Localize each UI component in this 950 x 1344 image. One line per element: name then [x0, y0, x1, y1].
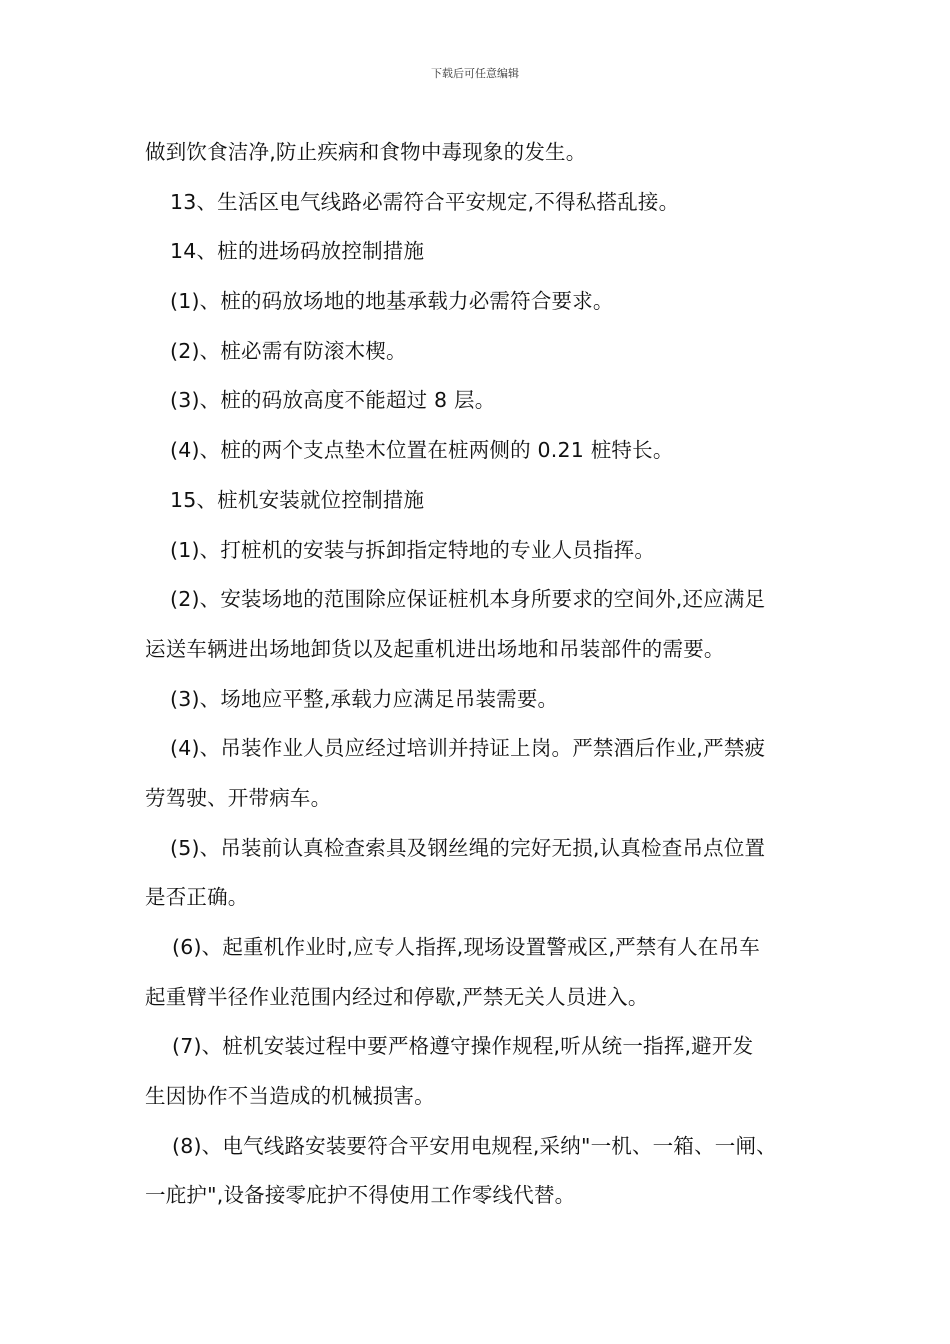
paragraph-line: 13、生活区电气线路必需符合平安规定,不得私搭乱接。 — [170, 189, 680, 214]
list-item-continuation: 一庇护",设备接零庇护不得使用工作零线代替。 — [145, 1183, 576, 1208]
list-item: (7)、桩机安装过程中要严格遵守操作规程,听从统一指挥,避开发 — [172, 1034, 754, 1059]
section-heading: 14、桩的进场码放控制措施 — [170, 239, 425, 264]
list-item: (3)、桩的码放高度不能超过 8 层。 — [170, 388, 496, 413]
document-body — [145, 128, 825, 1221]
list-item-continuation: 起重臂半径作业范围内经过和停歇,严禁无关人员进入。 — [145, 984, 649, 1009]
list-item: (5)、吊装前认真检查索具及钢丝绳的完好无损,认真检查吊点位置 — [170, 835, 766, 860]
list-item-continuation: 生因协作不当造成的机械损害。 — [145, 1084, 435, 1109]
list-item-continuation: 运送车辆进出场地卸货以及起重机进出场地和吊装部件的需要。 — [145, 636, 725, 661]
list-item: (2)、桩必需有防滚木楔。 — [170, 338, 407, 363]
list-item: (4)、桩的两个支点垫木位置在桩两侧的 0.21 桩特长。 — [170, 438, 674, 463]
list-item: (2)、安装场地的范围除应保证桩机本身所要求的空间外,还应满足 — [170, 587, 766, 612]
list-item: (3)、场地应平整,承载力应满足吊装需要。 — [170, 686, 559, 711]
paragraph-line: 做到饮食洁净,防止疾病和食物中毒现象的发生。 — [145, 140, 587, 164]
list-item-continuation: 是否正确。 — [145, 885, 249, 910]
list-item: (6)、起重机作业时,应专人指挥,现场设置警戒区,严禁有人在吊车 — [172, 935, 760, 959]
list-item: (4)、吊装作业人员应经过培训并持证上岗。严禁酒后作业,严禁疲 — [170, 736, 766, 761]
section-heading: 15、桩机安装就位控制措施 — [170, 487, 425, 512]
list-item: (8)、电气线路安装要符合平安用电规程,采纳"一机、一箱、一闸、 — [172, 1133, 777, 1158]
list-item-continuation: 劳驾驶、开带病车。 — [145, 785, 332, 810]
list-item: (1)、桩的码放场地的地基承载力必需符合要求。 — [170, 289, 614, 314]
page-header: 下载后可任意编辑 — [431, 67, 519, 80]
list-item: (1)、打桩机的安装与拆卸指定特地的专业人员指挥。 — [170, 537, 656, 562]
